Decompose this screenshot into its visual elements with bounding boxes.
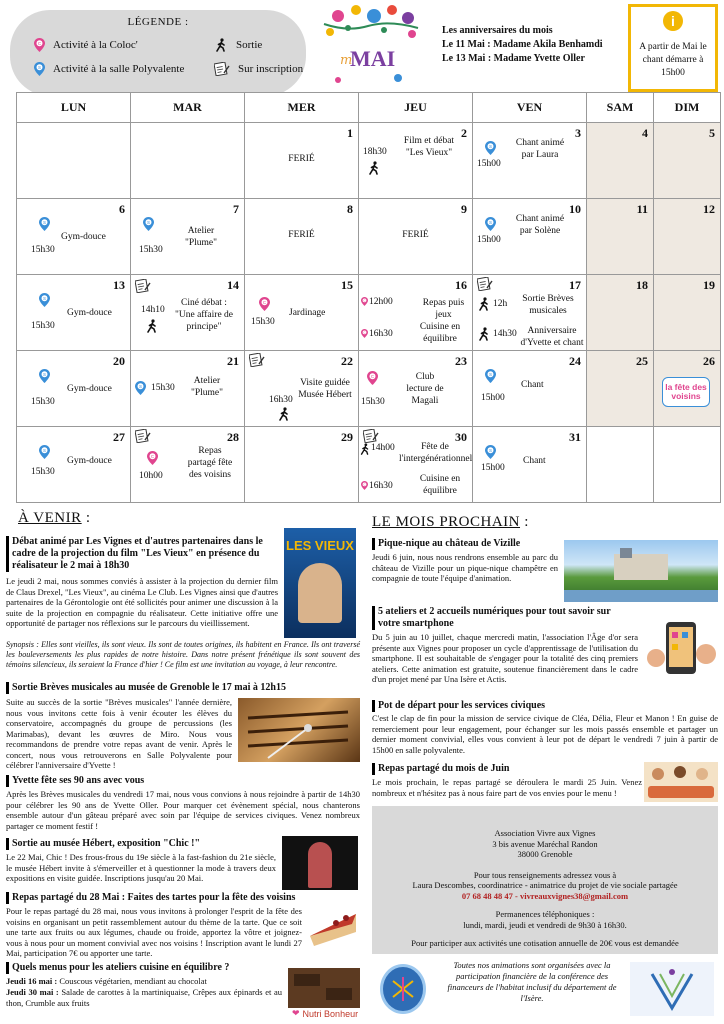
event-label: Gym-douce (67, 456, 112, 466)
shared-meal-image (644, 762, 718, 802)
legend-title: LÉGENDE : (127, 16, 189, 28)
walking-person-icon (367, 161, 381, 175)
day-number: 22 (341, 354, 353, 368)
article-text: C'est le clap de fin pour la mission de service civique de Cléa, Délia, Fleur et Manon ! En guise de remerciement pour leur engagement, pour échanger sur les mois passés ensemble et partager un dernier moment convivial, elles vous convient à leur pot de départ le vendredi 7 juin à partir de 15h00 en salle polyvalente. (372, 713, 718, 755)
day-number: 4 (642, 126, 648, 140)
day-cell (131, 351, 245, 427)
event-label: Jardinage (289, 308, 326, 318)
article-title: Repas partagé du mois de Juin (372, 763, 642, 775)
event-label: Atelier "Plume" (190, 376, 224, 398)
isere-conference-logo (380, 964, 426, 1014)
blue-pin-icon (143, 217, 154, 231)
event-label: Film et débat "Les Vieux" (403, 136, 455, 158)
day-number: 23 (455, 354, 467, 368)
blue-pin-icon (39, 293, 50, 307)
day-number: 26 (703, 354, 715, 368)
event-time: 15h00 (481, 463, 505, 473)
legend-item-sortie (214, 38, 262, 52)
event-label: Chant animé par Laura (515, 138, 565, 160)
day-cell-weekend (587, 275, 654, 351)
day-number: 20 (113, 354, 125, 368)
contact-line: Pour tous renseignements adressez vous à (473, 869, 617, 880)
day-number: 28 (227, 430, 239, 444)
article-title: Quels menus pour les ateliers cuisine en équilibre ? (6, 962, 302, 974)
article-title: Sortie Brèves musicales au musée de Grenoble le 17 mai à 12h15 (6, 682, 360, 694)
day-number: 6 (119, 202, 125, 216)
pink-pin-icon (361, 329, 368, 338)
day-cell (17, 351, 131, 427)
article-title: Pot de départ pour les services civiques (372, 700, 718, 712)
article-text: Jeudi 6 juin, nous nous rendrons ensemble au parc du château de Vizille pour un pique-nique champêtre en compagnie de toute l'équipe d'animation. (372, 552, 558, 583)
contact-box (372, 806, 718, 954)
legend-label: Sortie (236, 39, 263, 51)
day-number: 19 (703, 278, 715, 292)
day-cell-weekend (587, 351, 654, 427)
day-number: 31 (569, 430, 581, 444)
blue-pin-icon (485, 369, 496, 383)
weekday-label: DIM (654, 93, 721, 123)
contact-line: 38000 Grenoble (517, 849, 573, 859)
walking-person-icon (359, 443, 371, 455)
day-cell-weekend (587, 123, 654, 199)
event-time: 15h30 (151, 383, 175, 393)
event-time: 12h (493, 299, 508, 309)
birthdays-title: Les anniversaires du mois (442, 25, 553, 36)
weekday-label: SAM (587, 93, 654, 123)
pink-pin-icon (34, 38, 45, 52)
calendar-week (17, 199, 721, 275)
day-number: 2 (461, 126, 467, 140)
day-cell-weekend (654, 351, 721, 427)
heart-icon: ❤ (292, 1008, 300, 1018)
day-number: 21 (227, 354, 239, 368)
day-cell-weekend (654, 199, 721, 275)
day-number: 14 (227, 278, 239, 292)
calendar-week (17, 427, 721, 503)
crumble-image (288, 968, 360, 1008)
walking-person-icon (477, 297, 491, 311)
day-cell (359, 123, 473, 199)
day-cell (473, 199, 587, 275)
day-cell (473, 123, 587, 199)
event-label: Chant animé par Solène (515, 214, 565, 236)
event-time: 16h30 (369, 329, 393, 339)
event-time: 10h00 (139, 471, 163, 481)
legend-item-coloc (34, 38, 138, 52)
event-label: Chant (521, 380, 544, 390)
museum-expo-image (282, 836, 358, 890)
event-time: 15h30 (251, 317, 275, 327)
day-cell (17, 427, 131, 503)
event-time: 15h00 (481, 393, 505, 403)
contact-line: Laura Descombes, coordinatrice - animatrice du projet de vie sociale partagée (412, 880, 678, 890)
event-label: Anniversaire d'Yvette et chant (520, 326, 584, 348)
menu-line: Jeudi 30 mai : Salade de carottes à la martiniquaise, Crêpes aux épinards et au thon, Crumble aux fruits (6, 987, 283, 1008)
event-label: Club lecture de Magali (406, 372, 444, 406)
event-time: 15h30 (361, 397, 385, 407)
day-cell (245, 123, 359, 199)
blue-pin-icon (39, 369, 50, 383)
event-label: Atelier "Plume" (184, 226, 218, 248)
pie-slice-image (306, 906, 360, 952)
event-time: 14h30 (493, 329, 517, 339)
event-label: FERIÉ (288, 230, 315, 240)
signup-sheet-icon (249, 353, 265, 367)
day-cell-weekend (654, 123, 721, 199)
birthday-line: Le 13 Mai : Madame Yvette Oller (442, 53, 585, 64)
day-cell (359, 427, 473, 503)
legend-label: Activité à la Coloc' (53, 39, 138, 51)
contact-line: Pour participer aux activités une cotisation annuelle de 20€ vous est demandée (411, 938, 679, 948)
vivre-aux-vignes-logo (630, 962, 714, 1016)
marimba-image (238, 698, 360, 762)
day-cell-empty (131, 123, 245, 199)
article-title: Sortie au musée Hébert, exposition "Chic !" (6, 838, 276, 850)
day-number: 25 (636, 354, 648, 368)
event-time: 15h00 (477, 159, 501, 169)
article-title: Repas partagé du 28 Mai : Faites des tartes pour la fête des voisins (6, 892, 360, 904)
event-label: Sortie Brèves musicales (522, 294, 574, 316)
smartphone-image (644, 618, 718, 680)
signup-sheet-icon (477, 277, 493, 291)
day-cell (473, 351, 587, 427)
event-label: Ciné débat : "Une affaire de principe" (174, 298, 234, 332)
calendar-table (16, 92, 721, 503)
svg-text:MAI: MAI (350, 46, 396, 71)
day-cell (359, 351, 473, 427)
blue-pin-icon (485, 445, 496, 459)
day-cell (17, 199, 131, 275)
article-title: Débat animé par Les Vignes et d'autres partenaires dans le cadre de la projection du film "Les Vieux" en présence du réalisateur le 2 mai à 18h30 (6, 536, 278, 572)
day-cell (131, 199, 245, 275)
weekday-header (17, 93, 721, 123)
funding-footer (372, 958, 718, 1020)
day-number: 18 (636, 278, 648, 292)
article-title: Yvette fête ses 90 ans avec vous (6, 775, 360, 787)
walking-person-icon (145, 319, 159, 333)
day-cell-weekend (654, 275, 721, 351)
pink-pin-icon (361, 481, 368, 490)
article-title: 5 ateliers et 2 accueils numériques pour tout savoir sur votre smartphone (372, 606, 622, 630)
event-label: Gym-douce (67, 308, 112, 318)
blue-pin-icon (39, 217, 50, 231)
day-number: 29 (341, 430, 353, 444)
event-label: FERIÉ (288, 154, 315, 164)
fete-des-voisins-logo: la fête des voisins (662, 377, 710, 407)
walking-person-icon (277, 407, 291, 421)
day-number: 10 (569, 202, 581, 216)
event-label: Visite guidée Musée Hébert (298, 378, 352, 400)
day-number: 13 (113, 278, 125, 292)
day-number: 11 (636, 202, 648, 216)
article-text: Le jeudi 2 mai, nous sommes conviés à assister à la projection du dernier film de Claus Drexel, "Les Vieux", au cinéma Le Club. Les Vignes ainsi que d'autres partenaires de la Gérontologie ont été sollicités pour animer une discussion à la suite de la projection en compagnie du réalisateur. Cette initiative offre une opportunité de partager nos réflexions sur le parcours du vieillissement. (6, 576, 278, 628)
event-time: 15h30 (31, 467, 55, 477)
film-synopsis: Synopsis : Elles sont vieilles, ils sont vieux. Ils sont de toutes origines, ils habitent en France. Ils ont traversé les bouleversements les plus rapides de notre histoire. Dans notre présent frénétique ils sont souvent des témoins silencieux, ils seraient la France d'hier ! Ce film est une invitation au voyage, à leur rencontre. (6, 640, 360, 669)
event-label: Repas puis jeux (422, 298, 465, 320)
month-logo (318, 2, 426, 92)
event-time: 14h00 (371, 443, 395, 453)
legend-label: Activité à la salle Polyvalente (53, 63, 185, 75)
article-title: Pique-nique au château de Vizille (372, 538, 592, 550)
day-cell (359, 199, 473, 275)
legend-item-polyvalente (34, 62, 184, 76)
day-number: 3 (575, 126, 581, 140)
menu-line: Jeudi 16 mai : Couscous végétarien, mendiant au chocolat (6, 976, 207, 986)
day-number: 16 (455, 278, 467, 292)
contact-line: Permanences téléphoniques : (495, 909, 595, 919)
day-cell (17, 275, 131, 351)
article-text: Après les Brèves musicales du vendredi 17 mai, nous vous convions à nous rejoindre à partir de 14h30 pour célébrer les 90 ans de Yvette Oller. Pour marquer cet évènement spécial, nous chanterons ensemble autour d'un gâteau préparé avec soin par l'équipe de services civiques. Venez nombreux partager ce moment festif ! (6, 789, 360, 831)
contact-line: Association Vivre aux Vignes (494, 828, 596, 838)
notice-text: A partir de Mai le chant démarre à 15h00 (639, 42, 707, 78)
day-number: 24 (569, 354, 581, 368)
day-cell-empty (587, 427, 654, 503)
blue-pin-icon (39, 445, 50, 459)
day-cell-empty (17, 123, 131, 199)
calendar-week (17, 123, 721, 199)
event-time: 15h30 (31, 245, 55, 255)
signup-sheet-icon (135, 279, 151, 293)
event-label: Chant (523, 456, 546, 466)
article-text: Du 5 juin au 10 juillet, chaque mercredi matin, l'association l'Âge d'or sera présente aux Vignes pour proposer un cycle d'apprentissage de l'utilisation du smartphone. Il est souhaitable de s'engager pour la totalité des cinq premiers ateliers. Cette animation est gratuite, soutenue financièrement dans le cadre d'un projet mené par Una Isère et Actis. (372, 632, 638, 684)
contact-phone-email[interactable]: 07 68 48 48 47 - vivreauxvignes38@gmail.com (461, 890, 629, 901)
signup-sheet-icon (214, 62, 230, 76)
notice-box (628, 4, 718, 92)
section-title-a-venir: À VENIR : (18, 510, 91, 526)
calendar-week (17, 275, 721, 351)
event-time: 14h10 (141, 305, 165, 315)
day-cell (473, 427, 587, 503)
article-text: Pour le repas partagé du 28 mai, nous vous invitons à prolonger l'esprit de la fête des voisins en organisant un petit rassemblement autour du thème de la tarte. Que ce soit une tarte aux fruits ou aux légumes, chaude ou froide, apportez la vôtre et joignez-vous à nous pour un moment convivial avec nos voisins ! Inscription avant le lundi 27 Mai, participation 7€ ou apporter une tarte. (6, 906, 302, 958)
funding-text: Toutes nos animations sont organisées avec la participation financière de la conférence des financeurs de l'habitat inclusif du département de l'Isère. (447, 960, 617, 1003)
blue-pin-icon (485, 141, 496, 155)
pink-pin-icon (361, 297, 368, 306)
day-cell (131, 275, 245, 351)
svg-text:m: m (340, 53, 353, 68)
contact-line: lundi, mardi, jeudi et vendredi de 9h30 à 16h30. (463, 919, 627, 930)
film-poster-image: LES VIEUX (284, 528, 356, 638)
day-number: 9 (461, 202, 467, 216)
article-text: Suite au succès de la sortie "Brèves musicales" l'année dernière, nous vous invitons cette fois à venir écouter les élèves du conservatoire, accompagnés du groupe de percussions (les Marimabas), devant les œuvres de Miro. Nous vous recommandons de prendre votre repas avant de venir. Après le concert, nous vous retrouverons en Salle Polyvalente pour célébrer l'anniversaire d'Yvette ! (6, 697, 232, 770)
day-cell (245, 199, 359, 275)
calendar-week (17, 351, 721, 427)
article-text: Le 22 Mai, Chic ! Des frous-frous du 19e siècle à la fast-fashion du 21e siècle, le musée Hébert invite à s'émerveiller et à questionner la mode à travers deux expositions en visite guidée. Inscriptions jusqu'au 20 Mai. (6, 852, 276, 883)
day-cell (359, 275, 473, 351)
section-title-mois-prochain: LE MOIS PROCHAIN : (372, 514, 529, 530)
day-number: 30 (455, 430, 467, 444)
event-time: 18h30 (363, 147, 387, 157)
event-time: 15h30 (31, 397, 55, 407)
event-label: FERIÉ (402, 230, 429, 240)
birthdays-block (442, 24, 603, 66)
blue-pin-icon (485, 217, 496, 231)
day-cell (245, 351, 359, 427)
event-time: 12h00 (369, 297, 393, 307)
event-label: Cuisine en équilibre (419, 322, 461, 344)
pink-pin-icon (147, 451, 158, 465)
day-cell (131, 427, 245, 503)
event-time: 16h30 (369, 481, 393, 491)
legend-box (10, 10, 306, 96)
pink-pin-icon (367, 371, 378, 385)
weekday-label: MAR (131, 93, 245, 123)
day-number: 12 (703, 202, 715, 216)
flowers-icon (324, 5, 418, 38)
legend-label: Sur inscription (238, 63, 304, 75)
day-cell-empty (654, 427, 721, 503)
signup-sheet-icon (135, 429, 151, 443)
day-cell (245, 427, 359, 503)
day-number: 15 (341, 278, 353, 292)
walking-person-icon (477, 327, 491, 341)
weekday-label: MER (245, 93, 359, 123)
day-number: 7 (233, 202, 239, 216)
contact-line: 3 bis avenue Maréchal Randon (492, 838, 598, 849)
day-cell-weekend (587, 199, 654, 275)
day-number: 8 (347, 202, 353, 216)
walking-person-icon (214, 38, 228, 52)
birthday-line: Le 11 Mai : Madame Akila Benhamdi (442, 39, 603, 50)
chateau-image (564, 540, 718, 602)
weekday-label: JEU (359, 93, 473, 123)
article-text: Le mois prochain, le repas partagé se déroulera le mardi 25 Juin. Venez nombreux et n'hésitez pas à nous faire part de vos envies pour le menu ! (372, 777, 642, 798)
info-icon: i (663, 11, 683, 31)
day-cell (245, 275, 359, 351)
event-label: Gym-douce (61, 232, 106, 242)
signup-sheet-icon (363, 429, 379, 443)
event-time: 15h00 (477, 235, 501, 245)
event-time: 15h30 (31, 321, 55, 331)
event-label: Fête de l'intergénérationnel (399, 442, 473, 464)
weekday-label: VEN (473, 93, 587, 123)
event-label: Cuisine en équilibre (419, 474, 461, 496)
blue-pin-icon (34, 62, 45, 76)
event-label: Repas partagé fête des voisins (187, 446, 233, 480)
event-time: 16h30 (269, 395, 293, 405)
day-number: 17 (569, 278, 581, 292)
legend-item-inscription (214, 62, 303, 76)
event-time: 15h30 (139, 245, 163, 255)
pink-pin-icon (259, 297, 270, 311)
weekday-label: LUN (17, 93, 131, 123)
event-label: Gym-douce (67, 384, 112, 394)
nutri-bonheur-logo: ❤ Nutri Bonheur (292, 1008, 359, 1019)
day-number: 27 (113, 430, 125, 444)
day-number: 5 (709, 126, 715, 140)
day-number: 1 (347, 126, 353, 140)
day-cell (473, 275, 587, 351)
blue-pin-icon (135, 381, 146, 395)
